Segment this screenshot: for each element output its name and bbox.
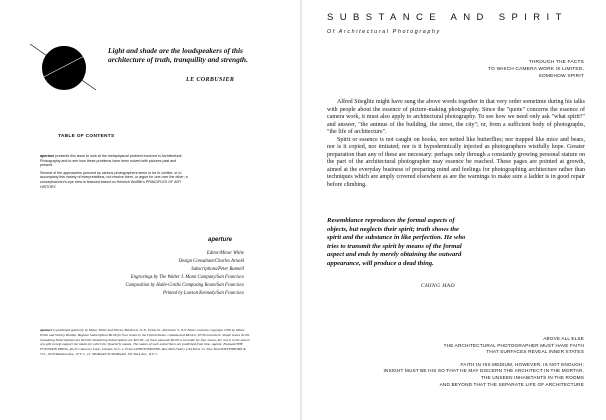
- article-title: SUBSTANCE AND SPIRIT: [327, 12, 568, 23]
- masthead-title: aperture: [208, 237, 233, 243]
- epigraph-quote: Light and shade are the loudspeakers of this architecture of truth, tranquility and strength.: [108, 46, 248, 64]
- left-page: [0, 0, 300, 420]
- masthead-line: Printed by Lawton Kennedy/San Francisco: [163, 291, 244, 296]
- colophon: [40, 328, 250, 357]
- quote-author: CHING HAO: [421, 283, 455, 289]
- article-subtitle: Of Architectural Photography: [327, 29, 441, 35]
- masthead-line: Subscriptions/Peter Bunnell: [191, 267, 244, 272]
- closing-line: ABOVE ALL ELSE: [543, 336, 584, 341]
- masthead-line: Editor/Minor White: [206, 251, 244, 256]
- toc-paragraph: [40, 171, 188, 189]
- article-body: [327, 99, 585, 189]
- toc-title: TABLE OF CONTENTS: [58, 134, 115, 139]
- motto-line: SOMEHOW SPIRIT: [538, 74, 584, 79]
- masthead: [60, 250, 244, 298]
- closing-line: THAT SURFACES REVEAL INNER STATES: [486, 349, 584, 355]
- masthead-line: Engravings by The Walter J. Mann Company/San Francisco: [130, 275, 244, 280]
- motto-line: THROUGH THE FACTS: [528, 60, 584, 65]
- motto-line: TO WHICH CAMERA WORK IS LIMITED,: [488, 67, 584, 72]
- body-paragraph: Spirit or essence is not caught on hooks, nor netted like butterflies; nor trapped like mice and bears, nor is it copied, nor imitated; nor is it hypodermically injected as photographers wistfully hope. Greater preparation than any of these are necessary: perhaps only through a constantly growing personal stature on the part of the architectural photographer may essence be reached. These pages are pointed at growth, aimed at the everyday business of preparing mind and feelings for photographing architecture rather than techniques which are amply covered elsewhere as are the warnings to make sure a ladder is in good repair before climbing.: [327, 136, 585, 188]
- closing-line: AND BEYOND THAT THE SEPARATE LIFE OF ARCHITECTURE: [439, 381, 584, 387]
- closing-line: THE ARCHITECTURAL PHOTOGRAPHER MUST HAVE FAITH: [443, 342, 584, 348]
- closing-line: INSIGHT MUST BE HIS SO THAT HE MAY DISCERN THE ARCHITECT IN THE MORTAR,: [383, 368, 584, 374]
- colophon-text: is published quarterly by Minor White and Shirley Burden at 72 N. Union St., Rochester 5, N.Y. Entire contents copyright 1958 by Minor White and Shirley Burden. Regular Subscription $6.00 for four issues in the United States, Canada and Mexico; $7.00 elsewhere. Single issues $1.60. Sustaining Subscriptions are $10.00; Sustaining Subscriptions are $25.00—of these amounts $6.00 is set aside for four issues, the rest is in the nature of a gift to help support the ideals for which the Quarterly stands. The names of such subscribers are published from time. Agents: England/THE FOUNTAIN PRESS, 46-47 Chancery Lane, London, W.C. 2. France/PHOTOMONDE, Rue Paul-Valery (16) Paris 15. New York/WITTENBORN & CO., 1018 Madison Ave., N.Y. C. 21. MORGAN & MORGAN, 101 Park Ave., N.Y. C.: [40, 328, 250, 356]
- toc-paragraph: [40, 154, 188, 168]
- colophon-lead: aperture: [40, 328, 53, 332]
- closing-line: FAITH IN HIS MEDIUM, HOWEVER, IS NOT ENOUGH;: [460, 361, 584, 367]
- masthead-line: Composition by Halle-Cordis Composing Room/San Francisco: [125, 283, 244, 288]
- toc-text: [40, 154, 188, 192]
- closing-line: THE UNSEEN INHABITANTS IN THE ROOMS: [480, 374, 584, 380]
- closing-statement: [383, 336, 584, 388]
- epigraph-author: LE CORBUSIER: [186, 77, 235, 83]
- toc-lead: aperture: [40, 154, 55, 158]
- light-shade-emblem-icon: [28, 38, 98, 98]
- toc-paragraph-text: Several of the approaches pursued by various photographers seem to be in conflict; or to accompany this variety of interpretations, not resolve them, or argue for one over the other; a conceptual bird's-eye view is featured based on Heinrich Wolfflin's PRINCIPLES OF ART HISTORY.: [40, 170, 188, 189]
- right-page: [303, 0, 606, 420]
- block-quote: Resemblance reproduces the formal aspects of objects, but neglects their spirit; truth shows the spirit and the substance in like perfection. He who tries to transmit the spirit by means of the formal aspect and ends by merely obtaining the outward appearance, will produce a dead thing.: [327, 217, 466, 267]
- body-paragraph: Alfred Stieglitz might have sung the above words together in that very order sometime during his talks with people about the essence of picture-making photography. Since the "quote" concerns the essence of camera work, it must also apply to architectural photography. To see how we need only ask "what spirit?" and answer, "the animus of the building, the street, the city"; or, from a sufficient body of photographs, "the life of architecture".: [327, 99, 585, 135]
- masthead-line: Design Consultant/Charles Arnold: [178, 259, 244, 264]
- toc-paragraph-text: presents this issue to look at the metaphysical problem involved in Architectural Photography and to see how these problems have been solved with pictures past and present.: [40, 154, 182, 168]
- motto: [488, 59, 584, 80]
